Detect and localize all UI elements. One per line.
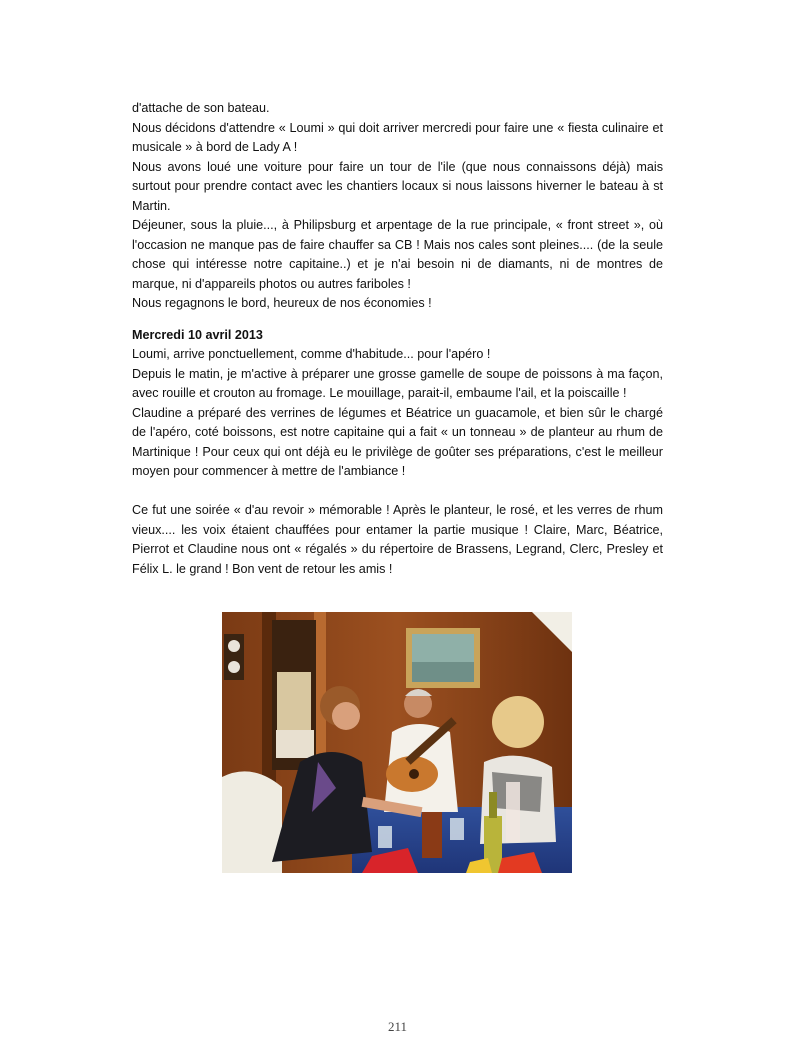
barometer bbox=[228, 640, 240, 652]
sofa bbox=[222, 771, 282, 873]
paragraph: d'attache de son bateau. bbox=[132, 101, 270, 115]
woman-right-hair bbox=[492, 696, 544, 748]
paragraph: Ce fut une soirée « d'au revoir » mémorable ! Après le planteur, le rosé, et les verres de rhum vieux.... les voix étaient chauffées pour entamer la partie musique ! Claire, Marc, Béatrice, Pierrot et Claudine nous ont « régalés » du répertoire de Brassens, Legrand, Clerc, Presley et Félix L. le grand ! Bon vent de retour les amis ! bbox=[132, 503, 663, 576]
document-body bbox=[132, 99, 663, 579]
glass bbox=[450, 818, 464, 840]
rum-bottle bbox=[422, 812, 442, 858]
paragraph: Déjeuner, sous la pluie..., à Philipsburg et arpentage de la rue principale, « front street », où l'occasion ne manque pas de faire chauffer sa CB ! Mais nos cales sont pleines.... (de la seule chose qui intéresse notre capitaine..) et je n'ai besoin ni de diamants, ni de montres de marque, ni d'appareils photos ou autres fariboles ! bbox=[132, 218, 663, 291]
clock bbox=[228, 661, 240, 673]
paragraph: Depuis le matin, je m'active à préparer une grosse gamelle de soupe de poissons à ma façon, avec rouille et crouton au fromage. Le mouillage, parait-il, embaume l'ail, et la poiscaille ! bbox=[132, 366, 663, 400]
paragraph: Nous avons loué une voiture pour faire un tour de l'ile (que nous connaissons déjà) mais surtout pour prendre contact avec les chantiers locaux si nous laissons hiverner le bateau à st Martin. bbox=[132, 159, 663, 213]
page-number: 211 bbox=[387, 1019, 408, 1034]
paragraph: Nous regagnons le bord, heureux de nos économies ! bbox=[132, 296, 432, 310]
paragraph: Loumi, arrive ponctuellement, comme d'habitude... pour l'apéro ! bbox=[132, 347, 491, 361]
party-photo bbox=[222, 612, 572, 873]
rose-bottle bbox=[506, 782, 520, 842]
paragraph: Nous décidons d'attendre « Loumi » qui doit arriver mercredi pour faire une « fiesta culinaire et musicale » à bord de Lady A ! bbox=[132, 120, 663, 154]
paragraph: Claudine a préparé des verrines de légumes et Béatrice un guacamole, et bien sûr le chargé de l'apéro, coté boissons, est notre capitaine qui a fait « un tonneau » de planteur au rhum de Martinique ! Pour ceux qui ont déjà eu le privilège de goûter ses préparations, c'est le meilleur moyen pour commencer à mettre de l'ambiance ! bbox=[132, 405, 663, 478]
section-heading: Mercredi 10 avril 2013 bbox=[132, 327, 263, 342]
woman-left-face bbox=[332, 702, 360, 730]
paragraph-gap bbox=[132, 482, 663, 502]
glass bbox=[378, 826, 392, 848]
